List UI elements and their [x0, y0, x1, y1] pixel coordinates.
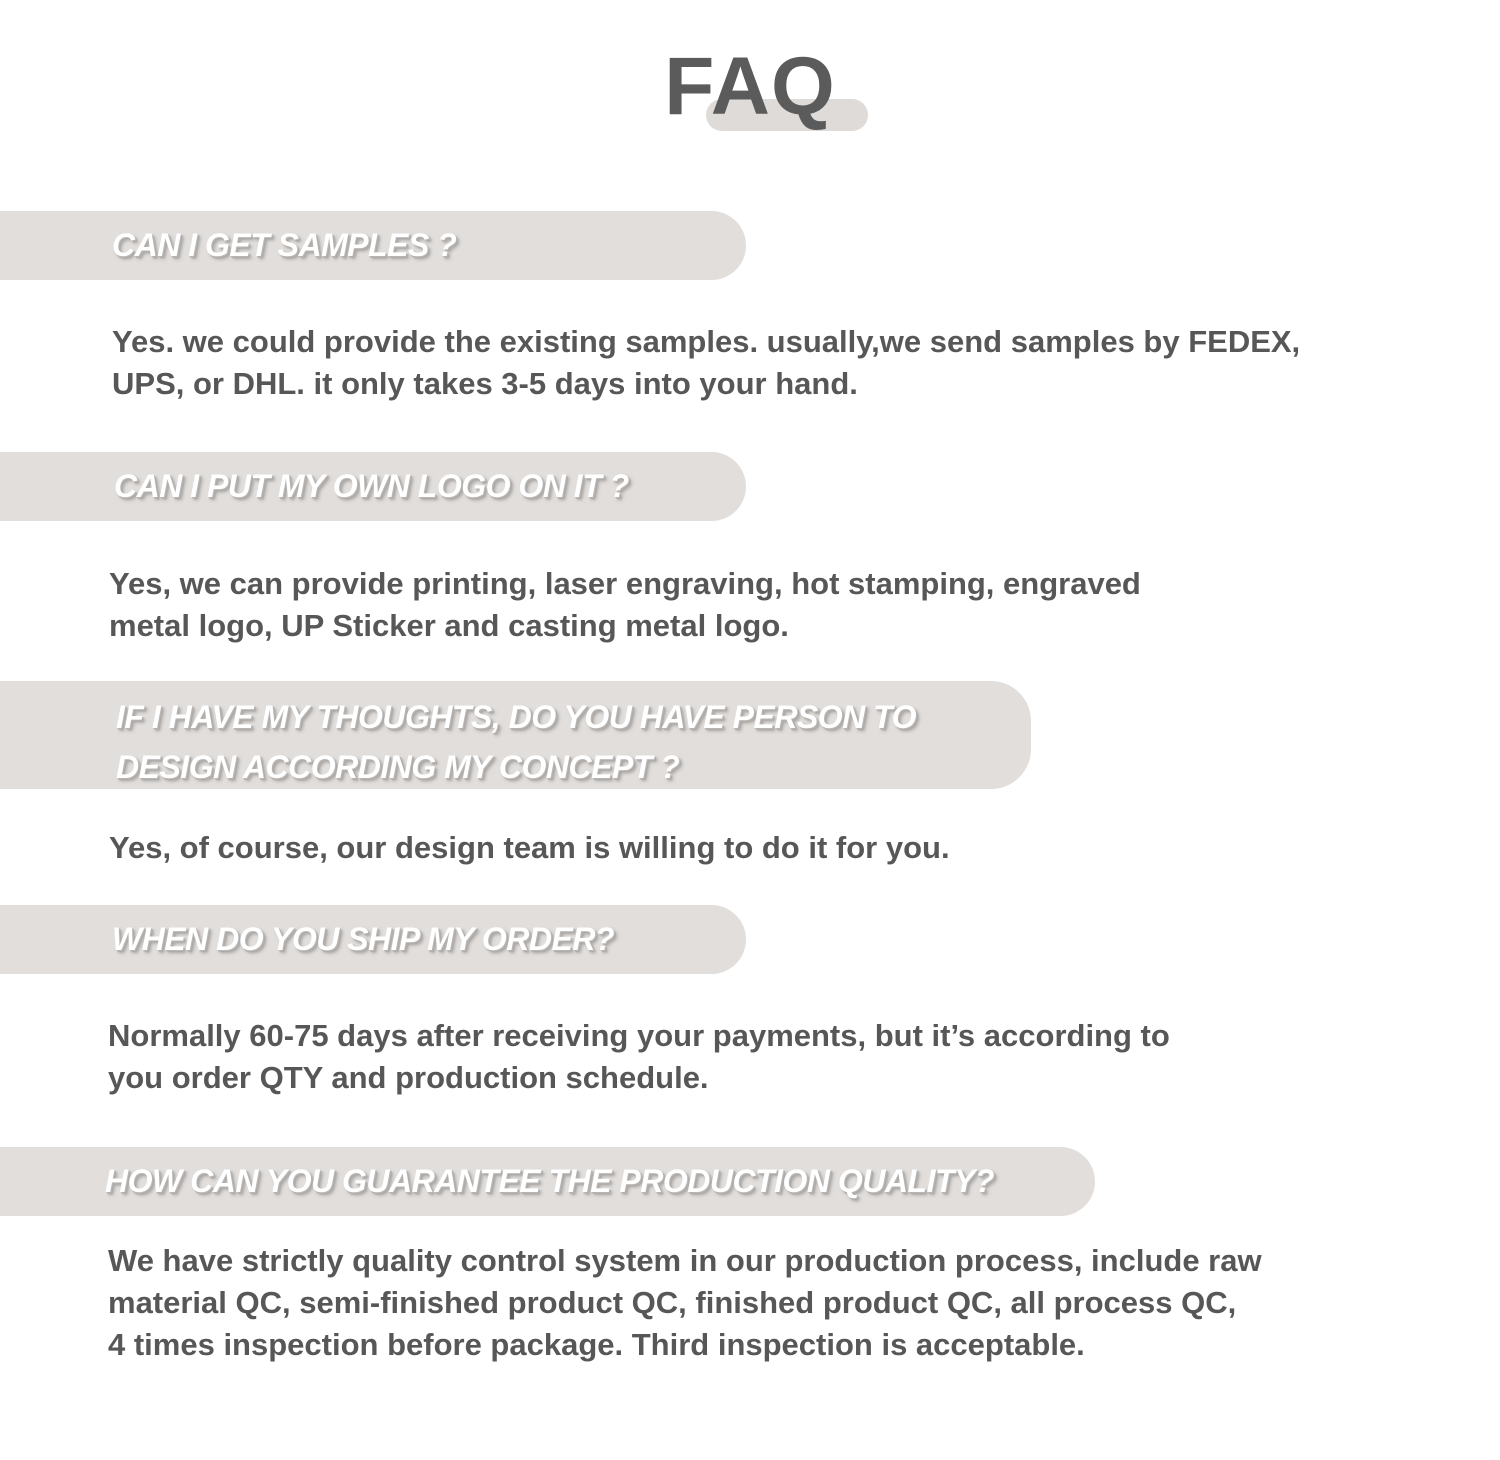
question-pill-design: [0, 681, 1031, 789]
answer-line: Yes. we could provide the existing samples. usually,we send samples by FEDEX,: [112, 324, 1301, 359]
answer-line: UPS, or DHL. it only takes 3-5 days into your hand.: [112, 366, 858, 401]
answer-line: Yes, of course, our design team is willing to do it for you.: [109, 830, 950, 865]
answer-line: Normally 60-75 days after receiving your payments, but it’s according to: [108, 1018, 1170, 1053]
question-text: [112, 227, 456, 264]
page-title: FAQ: [664, 41, 836, 132]
question-line: CAN I GET SAMPLES ?: [112, 227, 457, 263]
answer-shipping: [108, 1015, 1170, 1099]
question-line: DESIGN ACCORDING MY CONCEPT ?: [116, 749, 680, 785]
question-line: WHEN DO YOU SHIP MY ORDER?: [112, 921, 615, 957]
answer-line: material QC, semi-finished product QC, finished product QC, all process QC,: [108, 1285, 1237, 1320]
question-line: CAN I PUT MY OWN LOGO ON IT ?: [114, 468, 629, 504]
answer-line: you order QTY and production schedule.: [108, 1060, 709, 1095]
answer-line: Yes, we can provide printing, laser engraving, hot stamping, engraved: [109, 566, 1141, 601]
question-pill-samples: [0, 211, 746, 280]
question-line: IF I HAVE MY THOUGHTS, DO YOU HAVE PERSON TO: [116, 699, 917, 735]
faq-header: [0, 0, 1500, 160]
answer-samples: [112, 321, 1300, 405]
question-text: [105, 1163, 994, 1200]
question-pill-logo: [0, 452, 746, 521]
question-text: [114, 468, 629, 505]
question-line: HOW CAN YOU GUARANTEE THE PRODUCTION QUALITY?: [105, 1163, 994, 1199]
answer-logo: [109, 563, 1141, 647]
question-text: [112, 921, 614, 958]
answer-line: 4 times inspection before package. Third inspection is acceptable.: [108, 1327, 1085, 1362]
answer-quality: [108, 1240, 1262, 1366]
question-pill-shipping: [0, 905, 746, 974]
question-text: [116, 692, 916, 792]
answer-line: metal logo, UP Sticker and casting metal logo.: [109, 608, 789, 643]
question-pill-quality: [0, 1147, 1095, 1216]
answer-line: We have strictly quality control system in our production process, include raw: [108, 1243, 1262, 1278]
answer-design: [109, 827, 950, 869]
